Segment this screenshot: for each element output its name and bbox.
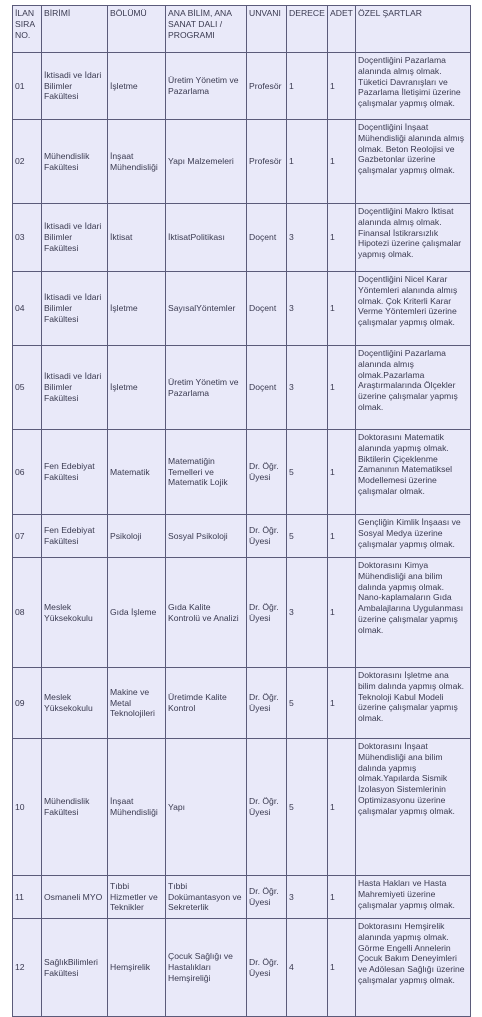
cell-birim: İktisadi ve İdari Bilimler Fakültesi bbox=[42, 204, 108, 272]
cell-adet: 1 bbox=[328, 919, 356, 1017]
cell-ozel-sart: Doçentliğini Makro İktisat alanında almış olmak. Finansal İstikrarsızlık Hipotezi üzerine çalışmalar yapmış olmak. bbox=[356, 204, 471, 272]
cell-bolum: İşletme bbox=[108, 53, 166, 120]
cell-program: Üretim Yönetim ve Pazarlama bbox=[166, 346, 247, 430]
table-row bbox=[13, 739, 471, 876]
cell-adet: 1 bbox=[328, 876, 356, 919]
table-row bbox=[13, 919, 471, 1017]
cell-program: Üretim Yönetim ve Pazarlama bbox=[166, 53, 247, 120]
cell-program: Matematiğin Temelleri ve Matematik Lojik bbox=[166, 430, 247, 515]
cell-ozel-sart: Doçentliğini İnşaat Mühendisliği alanında almış olmak. Beton Reolojisi ve Gazbetonlar üzerine çalışmalar yapmış olmak. bbox=[356, 120, 471, 204]
cell-ozel-sart: Gençliğin Kimlik İnşaası ve Sosyal Medya üzerine çalışmalar yapmış olmak. bbox=[356, 515, 471, 558]
cell-adet: 1 bbox=[328, 204, 356, 272]
cell-unvan: Dr. Öğr. Üyesi bbox=[247, 739, 287, 876]
header-ilan-sira-no: İLAN SIRA NO. bbox=[13, 6, 42, 53]
cell-program: SayısalYöntemler bbox=[166, 272, 247, 346]
cell-program: Yapı Malzemeleri bbox=[166, 120, 247, 204]
cell-bolum: Matematik bbox=[108, 430, 166, 515]
cell-no: 06 bbox=[13, 430, 42, 515]
header-adet: ADET bbox=[328, 6, 356, 53]
cell-ozel-sart: Doktorasını İşletme ana bilim dalında yapmış olmak. Teknoloji Kabul Modeli üzerine çalışmalar yapmış olmak. bbox=[356, 668, 471, 739]
cell-bolum: Gıda İşleme bbox=[108, 558, 166, 668]
cell-unvan: Dr. Öğr. Üyesi bbox=[247, 558, 287, 668]
cell-unvan: Dr. Öğr. Üyesi bbox=[247, 919, 287, 1017]
cell-bolum: Psikoloji bbox=[108, 515, 166, 558]
positions-table-wrapper bbox=[12, 5, 470, 1017]
cell-ozel-sart: Hasta Hakları ve Hasta Mahremiyeti üzerine çalışmalar yapmış olmak. bbox=[356, 876, 471, 919]
cell-derece: 3 bbox=[287, 346, 328, 430]
header-birimi: BİRİMİ bbox=[42, 6, 108, 53]
cell-no: 02 bbox=[13, 120, 42, 204]
cell-no: 05 bbox=[13, 346, 42, 430]
cell-unvan: Doçent bbox=[247, 346, 287, 430]
cell-ozel-sart: Doktorasını İnşaat Mühendisliği ana bilim dalında yapmış olmak.Yapılarda Sismik İzolasyon Sistemlerinin Optimizasyonu üzerine çalışmalar yapmış olmak. bbox=[356, 739, 471, 876]
cell-adet: 1 bbox=[328, 120, 356, 204]
cell-ozel-sart: Doçentliğini Pazarlama alanında almış olmak.Pazarlama Araştırmalarında Ölçekler üzerine çalışmalar yapmış olmak. bbox=[356, 346, 471, 430]
cell-program: Sosyal Psikoloji bbox=[166, 515, 247, 558]
cell-unvan: Doçent bbox=[247, 272, 287, 346]
cell-ozel-sart: Doktorasını Matematik alanında yapmış olmak. Biktilerin Çiçeklenme Zamanının Matematiksel Modellemesi üzerine çalışmalar olmak. bbox=[356, 430, 471, 515]
table-header-row bbox=[13, 6, 471, 53]
cell-adet: 1 bbox=[328, 739, 356, 876]
table-row bbox=[13, 558, 471, 668]
cell-ozel-sart: Doçentliğini Pazarlama alanında almış olmak. Tüketici Davranışları ve Pazarlama İletişimi üzerine çalışmalar yapmış olmak. bbox=[356, 53, 471, 120]
table-row bbox=[13, 876, 471, 919]
cell-program: Yapı bbox=[166, 739, 247, 876]
header-ozel-sartlar: ÖZEL ŞARTLAR bbox=[356, 6, 471, 53]
cell-derece: 3 bbox=[287, 558, 328, 668]
cell-unvan: Profesör bbox=[247, 120, 287, 204]
cell-no: 12 bbox=[13, 919, 42, 1017]
table-row bbox=[13, 515, 471, 558]
cell-bolum: İktisat bbox=[108, 204, 166, 272]
table-row bbox=[13, 430, 471, 515]
header-unvani: UNVANI bbox=[247, 6, 287, 53]
cell-unvan: Dr. Öğr. Üyesi bbox=[247, 515, 287, 558]
cell-program: Tıbbi Dokümantasyon ve Sekreterlik bbox=[166, 876, 247, 919]
cell-unvan: Dr. Öğr. Üyesi bbox=[247, 668, 287, 739]
cell-program: Çocuk Sağlığı ve Hastalıkları Hemşireliği bbox=[166, 919, 247, 1017]
table-row bbox=[13, 346, 471, 430]
cell-no: 01 bbox=[13, 53, 42, 120]
cell-derece: 1 bbox=[287, 120, 328, 204]
cell-derece: 1 bbox=[287, 53, 328, 120]
cell-derece: 4 bbox=[287, 919, 328, 1017]
cell-derece: 3 bbox=[287, 876, 328, 919]
cell-birim: Meslek Yüksekokulu bbox=[42, 668, 108, 739]
table-row bbox=[13, 53, 471, 120]
cell-derece: 3 bbox=[287, 272, 328, 346]
header-derece: DERECE bbox=[287, 6, 328, 53]
header-bolumu: BÖLÜMÜ bbox=[108, 6, 166, 53]
cell-program: Üretimde Kalite Kontrol bbox=[166, 668, 247, 739]
table-row bbox=[13, 272, 471, 346]
cell-unvan: Doçent bbox=[247, 204, 287, 272]
cell-bolum: İnşaat Mühendisliği bbox=[108, 120, 166, 204]
cell-unvan: Dr. Öğr. Üyesi bbox=[247, 430, 287, 515]
cell-adet: 1 bbox=[328, 430, 356, 515]
table-row bbox=[13, 120, 471, 204]
cell-adet: 1 bbox=[328, 272, 356, 346]
cell-birim: Mühendislik Fakültesi bbox=[42, 739, 108, 876]
cell-ozel-sart: Doktorasını Kimya Mühendisliği ana bilim dalında yapmış olmak. Nano-kaplamaların Gıda Ambalajlarına Uygulanması üzerine çalışmalar yapmış olmak. bbox=[356, 558, 471, 668]
cell-bolum: Tıbbi Hizmetler ve Teknikler bbox=[108, 876, 166, 919]
cell-no: 08 bbox=[13, 558, 42, 668]
cell-derece: 5 bbox=[287, 430, 328, 515]
cell-adet: 1 bbox=[328, 668, 356, 739]
cell-bolum: Makine ve Metal Teknolojileri bbox=[108, 668, 166, 739]
cell-derece: 5 bbox=[287, 668, 328, 739]
cell-unvan: Profesör bbox=[247, 53, 287, 120]
cell-no: 04 bbox=[13, 272, 42, 346]
cell-adet: 1 bbox=[328, 515, 356, 558]
cell-birim: Osmaneli MYO bbox=[42, 876, 108, 919]
cell-birim: SağlıkBilimleri Fakültesi bbox=[42, 919, 108, 1017]
cell-ozel-sart: Doçentliğini Nicel Karar Yöntemleri alanında almış olmak. Çok Kriterli Karar Verme Yöntemleri üzerine çalışmalar yapmış olmak. bbox=[356, 272, 471, 346]
cell-program: İktisatPolitikası bbox=[166, 204, 247, 272]
header-ana-bilim-dali: ANA BİLİM, ANA SANAT DALI / PROGRAMI bbox=[166, 6, 247, 53]
cell-birim: İktisadi ve İdari Bilimler Fakültesi bbox=[42, 53, 108, 120]
cell-derece: 3 bbox=[287, 204, 328, 272]
cell-no: 11 bbox=[13, 876, 42, 919]
cell-birim: İktisadi ve İdari Bilimler Fakültesi bbox=[42, 272, 108, 346]
cell-derece: 5 bbox=[287, 515, 328, 558]
cell-unvan: Dr. Öğr. Üyesi bbox=[247, 876, 287, 919]
cell-bolum: Hemşirelik bbox=[108, 919, 166, 1017]
cell-birim: Fen Edebiyat Fakültesi bbox=[42, 430, 108, 515]
cell-birim: Mühendislik Fakültesi bbox=[42, 120, 108, 204]
cell-bolum: İşletme bbox=[108, 272, 166, 346]
cell-adet: 1 bbox=[328, 53, 356, 120]
cell-birim: Fen Edebiyat Fakültesi bbox=[42, 515, 108, 558]
cell-bolum: İnşaat Mühendisliği bbox=[108, 739, 166, 876]
cell-no: 03 bbox=[13, 204, 42, 272]
cell-program: Gıda Kalite Kontrolü ve Analizi bbox=[166, 558, 247, 668]
cell-no: 07 bbox=[13, 515, 42, 558]
cell-birim: İktisadi ve İdari Bilimler Fakültesi bbox=[42, 346, 108, 430]
cell-no: 10 bbox=[13, 739, 42, 876]
cell-birim: Meslek Yüksekokulu bbox=[42, 558, 108, 668]
cell-adet: 1 bbox=[328, 558, 356, 668]
positions-table bbox=[12, 5, 471, 1017]
cell-derece: 5 bbox=[287, 739, 328, 876]
cell-adet: 1 bbox=[328, 346, 356, 430]
table-row bbox=[13, 668, 471, 739]
table-row bbox=[13, 204, 471, 272]
cell-ozel-sart: Doktorasını Hemşirelik alanında yapmış olmak. Görme Engelli Annelerin Çocuk Bakım Deneyimleri ve Adölesan Sağlığı üzerine çalışmalar yapmış olmak. bbox=[356, 919, 471, 1017]
cell-no: 09 bbox=[13, 668, 42, 739]
cell-bolum: İşletme bbox=[108, 346, 166, 430]
